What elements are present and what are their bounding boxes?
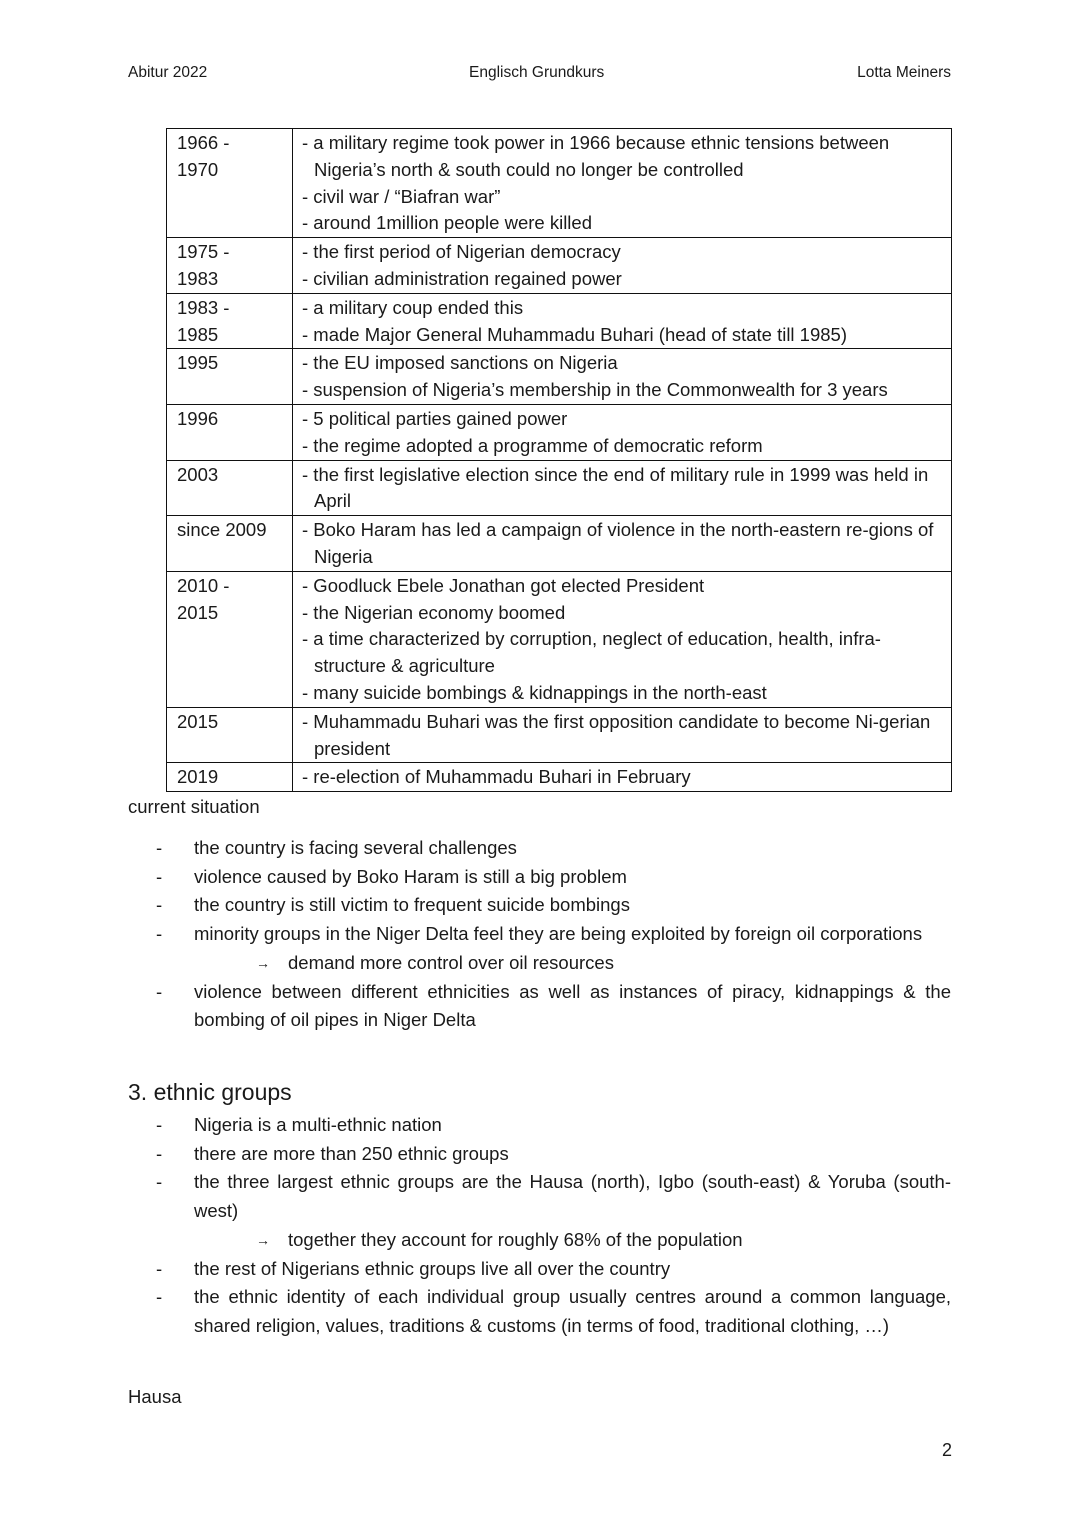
- timeline-events: [293, 129, 952, 238]
- list-item-text: the country is still victim to frequent suicide bombings: [194, 894, 630, 916]
- timeline-row: [167, 293, 952, 349]
- timeline-row: [167, 571, 952, 707]
- timeline-event: - the first legislative election since the end of military rule in 1999 was held in April: [302, 463, 929, 512]
- timeline-event: - civil war / “Biafran war”: [302, 185, 501, 207]
- dash-bullet: -: [156, 837, 163, 858]
- list-item: [156, 1255, 951, 1284]
- timeline-events: [293, 516, 952, 572]
- timeline-event: - 5 political parties gained power: [302, 407, 568, 429]
- timeline-event: - a military regime took power in 1966 because ethnic tensions between Nigeria’s north & south could no longer be controlled: [302, 132, 890, 180]
- timeline-event: - Boko Haram has led a campaign of violence in the north-eastern re-gions of Nigeria: [302, 519, 934, 567]
- timeline-events: [293, 763, 952, 792]
- list-item: [156, 1283, 951, 1340]
- timeline-year: 2019: [167, 763, 293, 792]
- list-item-text: minority groups in the Niger Delta feel they are being exploited by foreign oil corporations: [194, 923, 923, 945]
- dash-bullet: -: [156, 1142, 163, 1164]
- timeline-events: [293, 571, 952, 707]
- list-item-text: Nigeria is a multi-ethnic nation: [194, 1114, 442, 1135]
- timeline-year: 1966 - 1970: [167, 129, 293, 238]
- timeline-year: since 2009: [167, 516, 293, 572]
- timeline-event: - re-election of Muhammadu Buhari in February: [302, 766, 691, 788]
- timeline-year: 2015: [167, 707, 293, 763]
- list-item: [156, 978, 951, 1035]
- timeline-event: - a military coup ended this: [302, 296, 524, 318]
- timeline-row: [167, 404, 952, 460]
- page-header: [128, 64, 951, 88]
- list-item: [156, 891, 951, 920]
- page-number: 2: [941, 1440, 952, 1460]
- dash-bullet: -: [156, 865, 163, 887]
- dash-bullet: -: [156, 1114, 163, 1135]
- timeline-event: - a time characterized by corruption, neglect of education, health, infra-structure & agriculture: [302, 628, 881, 677]
- dash-bullet: -: [156, 923, 163, 945]
- dash-bullet: -: [156, 980, 163, 1002]
- header-left: Abitur 2022: [128, 64, 208, 81]
- timeline-events: [293, 460, 952, 516]
- list-item: [156, 834, 951, 863]
- arrow-list-item: [156, 1226, 951, 1255]
- timeline-year: 2010 - 2015: [167, 571, 293, 707]
- list-item: [156, 1140, 951, 1169]
- timeline-events: [293, 293, 952, 349]
- arrow-list-item: [156, 949, 951, 978]
- timeline-event: - suspension of Nigeria’s membership in the Commonwealth for 3 years: [302, 379, 888, 401]
- list-item: [156, 863, 951, 892]
- ethnic-groups-list: [156, 1111, 951, 1341]
- list-item-text: the country is facing several challenges: [194, 837, 517, 858]
- timeline-year: 1995: [167, 349, 293, 405]
- timeline-year: 1983 - 1985: [167, 293, 293, 349]
- timeline-row: [167, 707, 952, 763]
- list-item: [156, 1111, 951, 1140]
- timeline-event: - the Nigerian economy boomed: [302, 601, 566, 623]
- timeline-row: [167, 129, 952, 238]
- timeline-event: - Goodluck Ebele Jonathan got elected President: [302, 574, 705, 596]
- timeline-table: [166, 128, 952, 792]
- list-item-text: together they account for roughly 68% of the population: [288, 1228, 743, 1250]
- timeline-event: - many suicide bombings & kidnappings in the north-east: [302, 681, 767, 703]
- timeline-event: - the EU imposed sanctions on Nigeria: [302, 352, 618, 374]
- arrow-right-icon: →: [256, 1231, 270, 1248]
- timeline-row: [167, 516, 952, 572]
- current-situation-label: current situation: [128, 796, 260, 817]
- header-center: Englisch Grundkurs: [469, 64, 605, 81]
- timeline-event: - Muhammadu Buhari was the first opposition candidate to become Ni-gerian president: [302, 710, 931, 759]
- list-item-text: demand more control over oil resources: [288, 951, 614, 973]
- section-title-ethnic-groups: 3. ethnic groups: [128, 1079, 292, 1105]
- dash-bullet: -: [156, 894, 163, 916]
- dash-bullet: -: [156, 1171, 163, 1193]
- list-item-text: the three largest ethnic groups are the Hausa (north), Igbo (south-east) & Yoruba (south-west): [194, 1171, 951, 1222]
- timeline-events: [293, 349, 952, 405]
- list-item-text: the ethnic identity of each individual group usually centres around a common language, shared religion, values, traditions & customs (in terms of food, traditional clothing, …): [194, 1286, 951, 1336]
- timeline-row: [167, 763, 952, 792]
- timeline-events: [293, 707, 952, 763]
- arrow-right-icon: →: [256, 954, 270, 971]
- timeline-event: - made Major General Muhammadu Buhari (head of state till 1985): [302, 323, 847, 345]
- timeline-event: - the first period of Nigerian democracy: [302, 241, 621, 263]
- timeline-event: - around 1million people were killed: [302, 212, 592, 234]
- timeline-events: [293, 404, 952, 460]
- timeline-event: - the regime adopted a programme of democratic reform: [302, 434, 763, 456]
- list-item-text: the rest of Nigerians ethnic groups live all over the country: [194, 1257, 671, 1279]
- timeline-events: [293, 238, 952, 294]
- timeline-row: [167, 349, 952, 405]
- list-item: [156, 920, 951, 949]
- timeline-event: - civilian administration regained power: [302, 267, 622, 289]
- timeline-row: [167, 238, 952, 294]
- subheading-hausa: Hausa: [128, 1386, 182, 1407]
- dash-bullet: -: [156, 1257, 163, 1279]
- list-item-text: violence between different ethnicities as well as instances of piracy, kidnappings & the bombing of oil pipes in Niger Delta: [194, 980, 951, 1031]
- timeline-year: 2003: [167, 460, 293, 516]
- list-item-text: violence caused by Boko Haram is still a big problem: [194, 865, 627, 887]
- timeline-year: 1996: [167, 404, 293, 460]
- timeline-year: 1975 - 1983: [167, 238, 293, 294]
- current-situation-list: [156, 834, 951, 1035]
- dash-bullet: -: [156, 1286, 163, 1308]
- list-item: [156, 1168, 951, 1225]
- list-item-text: there are more than 250 ethnic groups: [194, 1142, 509, 1164]
- timeline-row: [167, 460, 952, 516]
- header-right: Lotta Meiners: [857, 64, 951, 81]
